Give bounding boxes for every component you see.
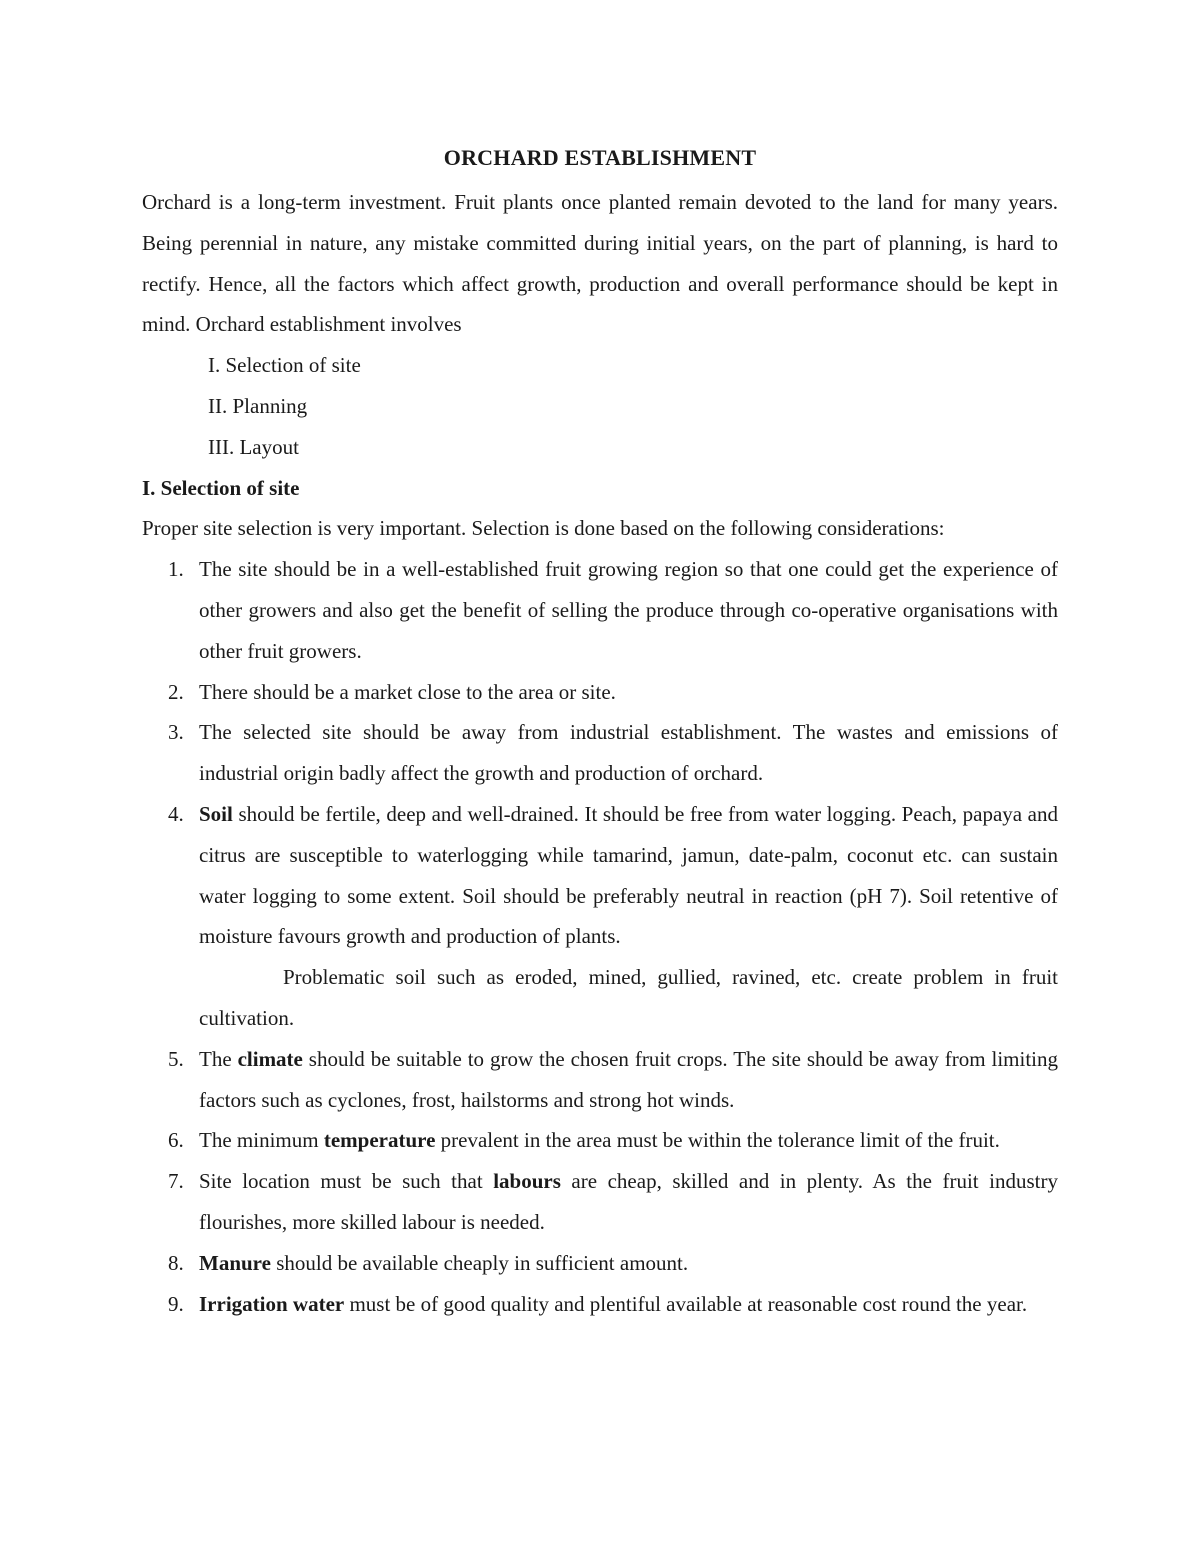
item-number: 5.	[168, 1046, 184, 1071]
item-text-prefix: The minimum	[199, 1128, 324, 1153]
item-number: 7.	[168, 1169, 184, 1194]
document-page	[142, 136, 1058, 1324]
item-text-prefix: The	[199, 1046, 238, 1071]
item-number: 2.	[168, 679, 184, 704]
item-number: 9.	[168, 1291, 184, 1316]
item-number: 4.	[168, 801, 184, 826]
item-text: The selected site should be away from industrial establishment. The wastes and emissions of industrial origin badly affect the growth and production of orchard.	[199, 720, 1058, 786]
intro-paragraph: Orchard is a long-term investment. Fruit plants once planted remain devoted to the land for many years. Being perennial in nature, any mistake committed during initial years, on the part of planning, is hard to rectify. Hence, all the factors which affect growth, production and overall performance should be kept in mind. Orchard establishment involves	[142, 190, 1058, 337]
consideration-item	[142, 1120, 1058, 1161]
item-keyword: labours	[493, 1169, 561, 1194]
consideration-item	[142, 672, 1058, 713]
item-text: must be of good quality and plentiful available at reasonable cost round the year.	[344, 1291, 1028, 1316]
item-number: 8.	[168, 1250, 184, 1275]
item-text: should be suitable to grow the chosen fruit crops. The site should be away from limiting factors such as cyclones, frost, hailstorms and strong hot winds.	[199, 1046, 1058, 1112]
stage-item: I. Selection of site	[208, 353, 361, 378]
item-text: are cheap, skilled and in plenty. As the fruit industry flourishes, more skilled labour is needed.	[199, 1169, 1058, 1234]
item-text: prevalent in the area must be within the tolerance limit of the fruit.	[435, 1128, 1000, 1153]
consideration-item	[142, 712, 1058, 794]
item-extra-paragraph: Problematic soil such as eroded, mined, gullied, ravined, etc. create problem in fruit cultivation.	[199, 965, 1058, 1030]
item-text: The site should be in a well-established fruit growing region so that one could get the experience of other growers and also get the benefit of selling the produce through co-operative organisations with other fruit growers.	[199, 557, 1058, 663]
stage-item: II. Planning	[208, 393, 308, 418]
item-number: 3.	[168, 720, 184, 745]
section-heading: I. Selection of site	[142, 475, 300, 500]
consideration-item	[142, 1284, 1058, 1325]
item-text-prefix: Site location must be such that	[199, 1169, 494, 1194]
document-title: ORCHARD ESTABLISHMENT	[443, 145, 757, 170]
item-keyword: Manure	[199, 1250, 271, 1275]
considerations-list	[142, 549, 1058, 1324]
item-keyword: temperature	[323, 1128, 436, 1153]
consideration-item	[142, 1161, 1058, 1243]
item-text: should be fertile, deep and well-drained. It should be free from water logging. Peach, papaya and citrus are susceptible to waterlogging while tamarind, jamun, date-palm, coconut etc. can sustain water logging to some extent. Soil should be preferably neutral in reaction (pH 7). Soil retentive of moisture favours growth and production of plants.	[199, 801, 1058, 949]
section-intro: Proper site selection is very important. Selection is done based on the following considerations:	[142, 516, 945, 541]
item-keyword: climate	[237, 1046, 303, 1071]
item-keyword: Soil	[199, 801, 233, 826]
item-keyword: Irrigation water	[199, 1291, 345, 1316]
consideration-item	[142, 1243, 1058, 1284]
consideration-item	[142, 794, 1058, 1039]
item-text: There should be a market close to the area or site.	[199, 679, 616, 704]
item-number: 6.	[168, 1128, 184, 1153]
consideration-item	[142, 1039, 1058, 1121]
item-text: should be available cheaply in sufficient amount.	[270, 1250, 689, 1275]
item-number: 1.	[168, 557, 184, 582]
stages-list	[142, 345, 1058, 467]
stage-item: III. Layout	[208, 434, 299, 459]
consideration-item	[142, 549, 1058, 671]
